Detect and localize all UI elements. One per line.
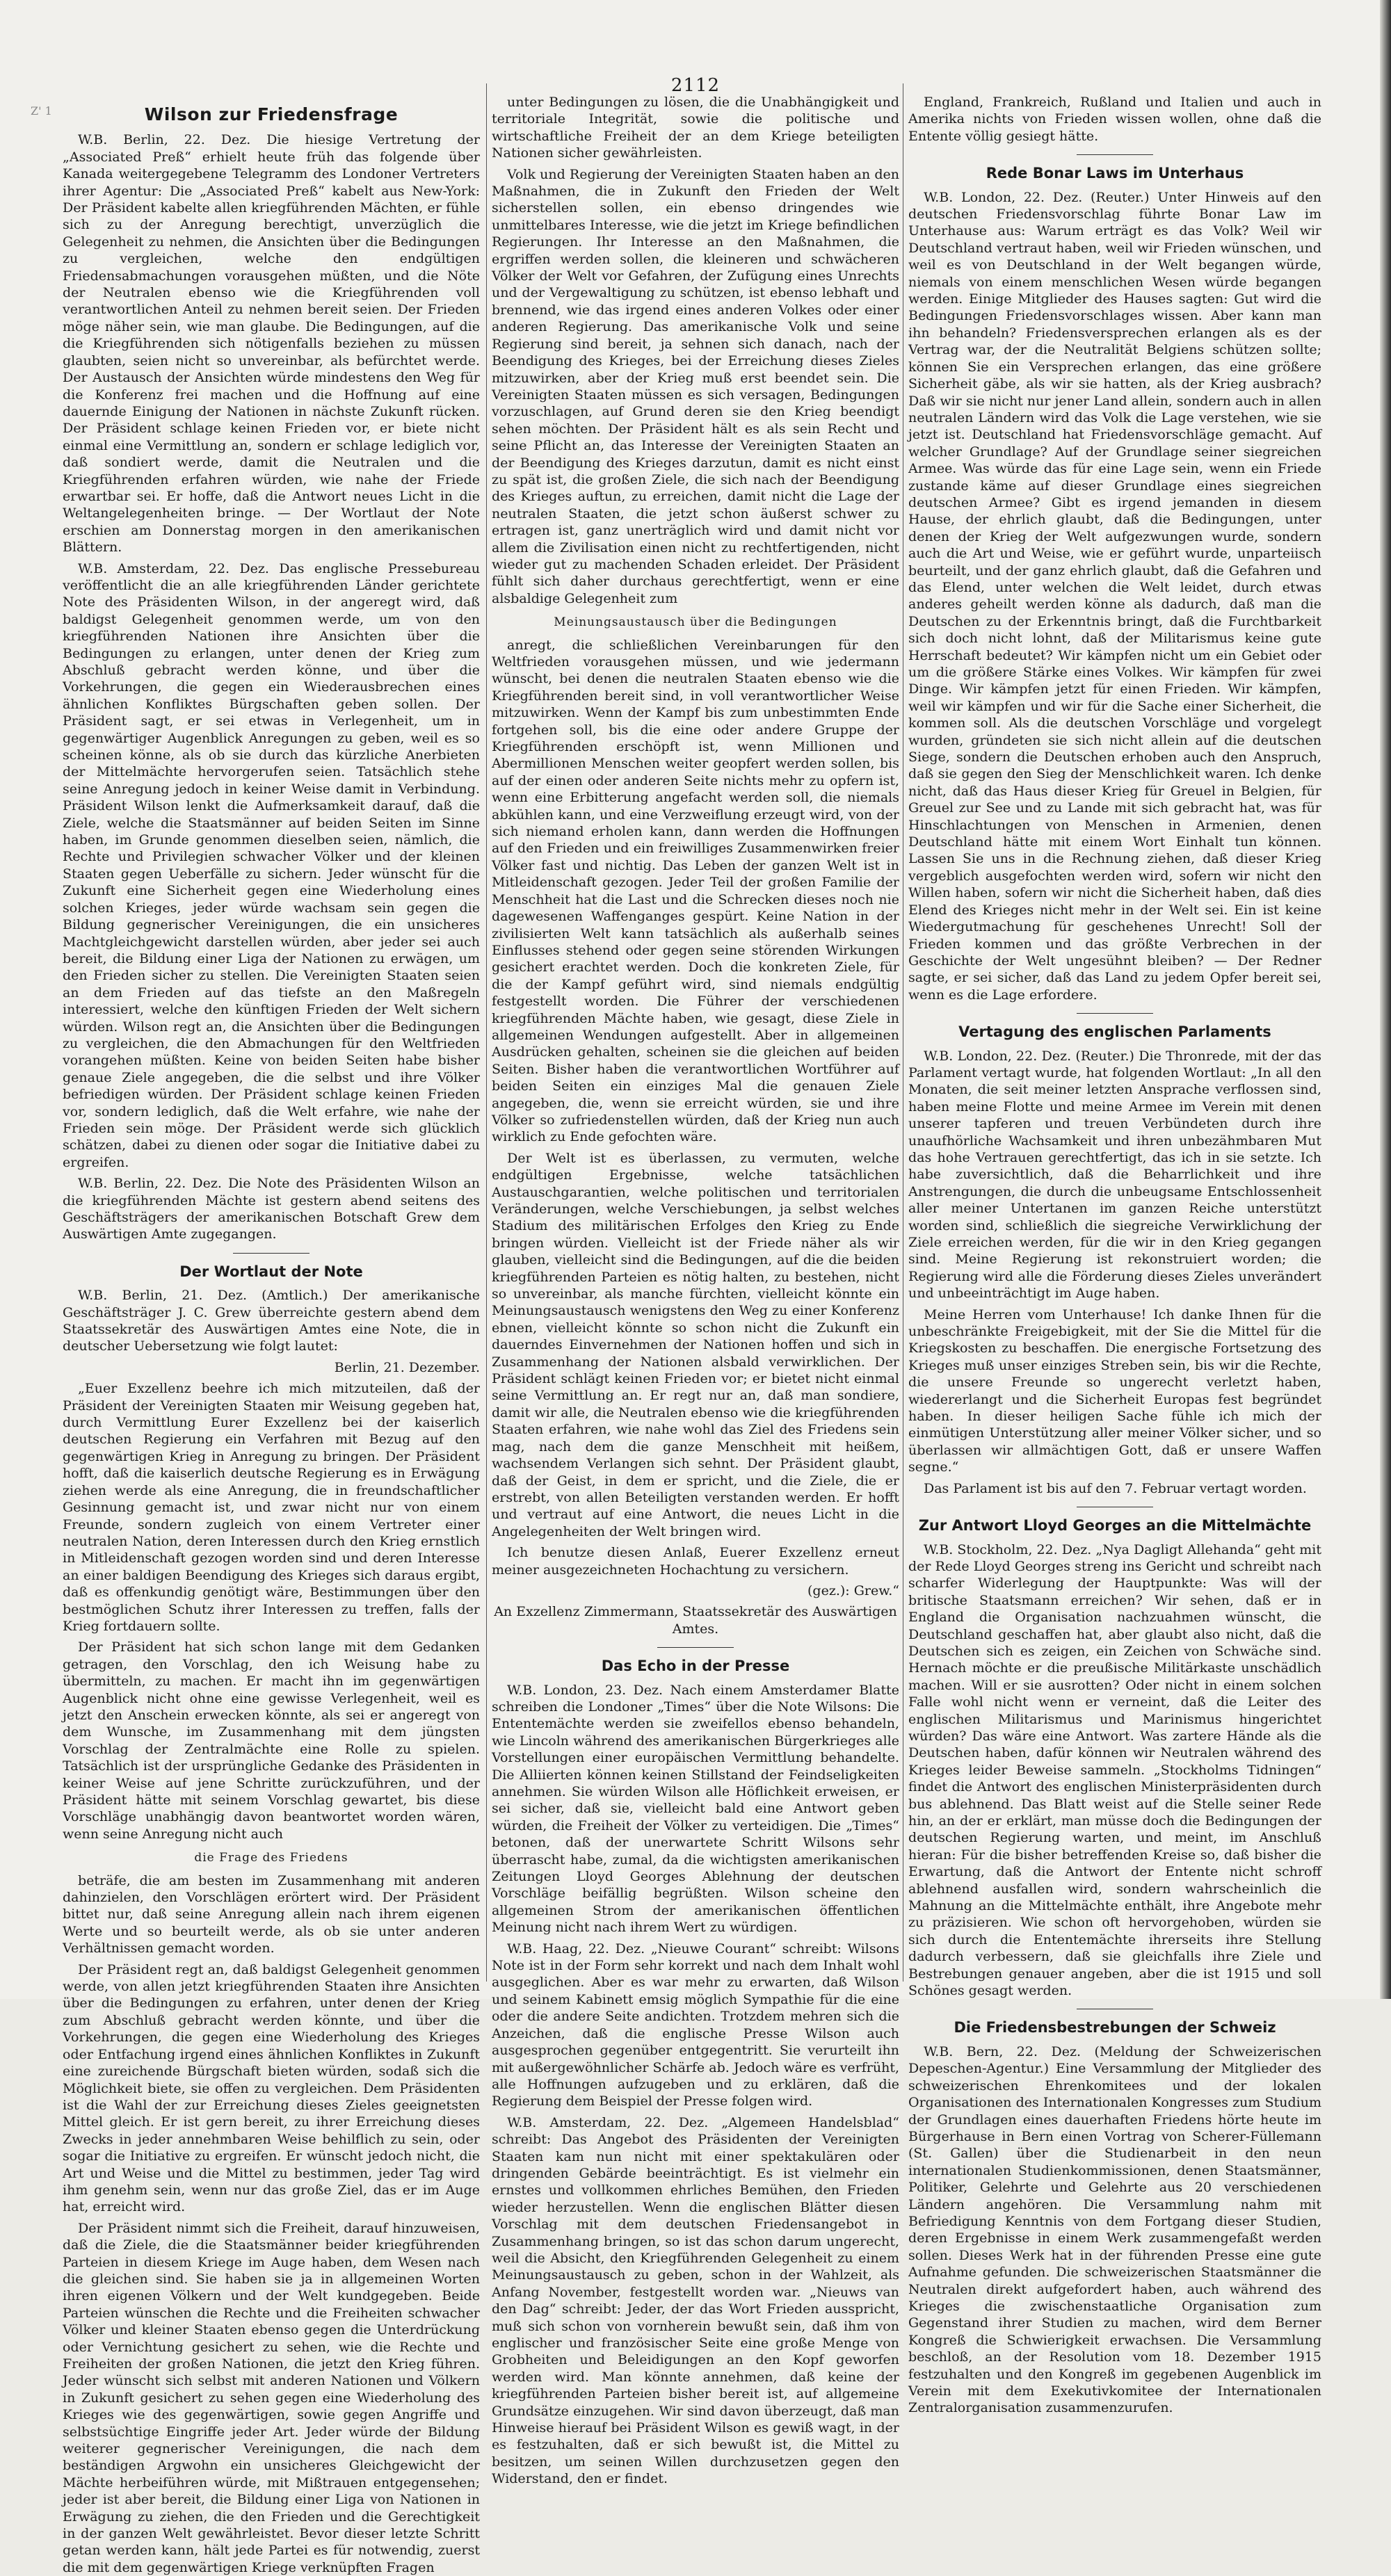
article-paragraph: England, Frankreich, Rußland und Italien und auch in Amerika nichts von Frieden wissen wollen, ohne daß die Entente völlig gesiegt hätte.	[908, 95, 1321, 144]
page-edge-shadow	[1380, 0, 1391, 1999]
article-paragraph: Der Präsident hat sich schon lange mit dem Gedanken getragen, den Vorschlag, den ich Weisung habe zu übermitteln, zu machen. Er macht ihn im gegenwärtigen Augenblick nicht ohne eine gewisse Verlegenheit, weil es jetzt den Anschein erwecken könnte, als sei er angeregt von dem Wunsche, im Zusammenhang mit dem jüngsten Vorschlag der Zentralmächte eine Rolle zu spielen. Tatsächlich ist der ursprüngliche Gedanke des Präsidenten in keiner Weise auf jene Schritte zurückzuführen, und der Präsident hätte mit seinem Vorschlag gewartet, bis diese Vorschläge unabhängig davon beantwortet worden wären, wenn seine Anregung nicht auch	[63, 1639, 480, 1842]
article-paragraph: anregt, die schließlichen Vereinbarungen für den Weltfrieden vorausgehen müssen, und wie jedermann wünscht, bei denen die neutralen Staaten ebenso wie die Kriegführenden bereit sind, in voll verantwortlicher Weise mitzuwirken. Wenn der Kampf bis zum unbestimmten Ende fortgehen soll, bis die eine oder andere Gruppe der Kriegführenden erschöpft ist, wenn Millionen und Abermillionen Menschen weiter geopfert werden sollen, bis auf der einen oder anderen Seite nichts mehr zu opfern ist, wenn eine Erbitterung angefacht werden soll, die niemals abkühlen kann, und eine Verzweiflung erzeugt wird, von der sich niemand erholen kann, dann werden die Hoffnungen auf den Frieden und ein freiwilliges Zusammenwirken freier Völker fast und nichtig. Das Leben der ganzen Welt ist in Mitleidenschaft gezogen. Jeder Teil der großen Familie der Menschheit hat die Last und die Schrecken dieses noch nie dagewesenen Waffenganges gespürt. Keine Nation in der zivilisierten Welt kann tatsächlich als außerhalb seines Einflusses stehend oder gegen seine störenden Wirkungen gesichert erachtet werden. Doch die konkreten Ziele, für die der Kampf geführt wird, sind niemals endgültig festgestellt worden. Die Führer der verschiedenen kriegführenden Mächte haben, wie gesagt, diese Ziele in allgemeinen Wendungen aufgestellt. Aber in allgemeinen Ausdrücken gehalten, scheinen sie die gleichen auf beiden Seiten. Bisher haben die verantwortlichen Wortführer auf beiden Seiten ein einziges Mal die genauen Ziele angegeben, die, wenn sie erreicht würden, sie und ihre Völker so zufriedenstellen würden, daß der Krieg nun auch wirklich zu Ende gefochten wäre.	[492, 637, 899, 1145]
section-divider	[1077, 1013, 1153, 1014]
article-paragraph: Der Welt ist es überlassen, zu vermuten, welche endgültigen Ergebnisse, welche tatsächlichen Austauschgarantien, welche politischen und territorialen Veränderungen, welche Verschiebungen, ja selbst welches Stadium des militärischen Erfolges den Krieg zu Ende bringen würden. Vielleicht ist der Friede näher als wir glauben, vielleicht sind die Bedingungen, auf die die beiden kriegführenden Parteien es nötig halten, zu bestehen, nicht so unvereinbar, als manche fürchten, vielleicht könnte ein Meinungsaustausch wenigstens den Weg zu einer Konferenz ebnen, vielleicht könnte so schon nicht die Zukunft ein dauerndes Einvernehmen der Nationen hoffen und sich in Zusammenhang der Nationen alsbald verwirklichen. Der Präsident schlägt keinen Frieden vor; er bietet nicht einmal seine Vermittlung an. Er regt nur an, daß man sondiere, damit wir alle, die Neutralen ebenso wie die kriegführenden Staaten erfahren, wie nahe wohl das Ziel des Friedens sein mag, nach dem die ganze Menschheit mit heißem, wachsendem Verlangen sich sehnt. Der Präsident glaubt, daß der Geist, in dem er spricht, und die Ziele, die er erstrebt, von allen Beteiligten verstanden werden. Er hofft und vertraut auf eine Antwort, die neues Licht in die Angelegenheiten der Welt bringen wird.	[492, 1150, 899, 1539]
column-left	[63, 94, 480, 2575]
article-paragraph: W.B. London, 23. Dez. Nach einem Amsterdamer Blatte schreiben die Londoner „Times“ über die Note Wilsons: Die Ententemächte werden sie zweifellos ebenso behandeln, wie Lincoln während des amerikanischen Bürgerkrieges alle Vorstellungen einer europäischen Vermittlung behandelte. Die Alliierten können keinen Stillstand der Feindseligkeiten annehmen. Sie würden Wilson alle Höflichkeit erweisen, er sei sicher, daß sie, vielleicht bald eine Antwort geben würden, die Freiheit der Völker zu verteidigen. Die „Times“ betonen, daß der unerwartete Schritt Wilsons sehr überrascht habe, zumal, da die wichtigsten amerikanischen Zeitungen Lloyd Georges Ablehnung der deutschen Vorschläge beifällig begrüßten. Wilson scheine den allgemeinen Strom der amerikanischen öffentlichen Meinung nicht nach ihrem Wert zu würdigen.	[492, 1682, 899, 1936]
article-paragraph: W.B. Berlin, 22. Dez. Die Note des Präsidenten Wilson an die kriegführenden Mächte ist gestern abend seitens des Geschäftsträgers der amerikanischen Botschaft Grew dem Auswärtigen Amte zugegangen.	[63, 1176, 480, 1242]
article-paragraph: W.B. Berlin, 21. Dez. (Amtlich.) Der amerikanische Geschäftsträger J. C. Grew überreichte gestern abend dem Staatssekretär des Auswärtigen Amtes eine Note, die in deutscher Uebersetzung wie folgt lautet:	[63, 1288, 480, 1354]
article-paragraph: Meine Herren vom Unterhause! Ich danke Ihnen für die unbeschränkte Freigebigkeit, mit der Sie die Mittel für die Kriegskosten zu beschaffen. Die energische Fortsetzung des Krieges muß unser einziges Streben sein, bis wir die Rechte, die unsere Freunde so ungerecht verletzt haben, wiedererlangt und die Sicherheit Europas fest begründet haben. In dieser heiligen Sache fühle ich mich der einmütigen Unterstützung aller meiner Völker sicher, und so überlassen wir allmächtigen Gott, daß er unsere Waffen segne.“	[908, 1306, 1321, 1475]
page-number: 2112	[670, 75, 721, 96]
section-headline: Zur Antwort Lloyd Georges an die Mittelmächte	[918, 1517, 1312, 1534]
column-divider	[486, 83, 487, 1982]
margin-mark: Z' 1	[31, 104, 52, 118]
article-paragraph: W.B. Haag, 22. Dez. „Nieuwe Courant“ schreibt: Wilsons Note ist in der Form sehr korrekt und nach dem Inhalt wohl ausgeglichen. Aber es war mehr zu erwarten, daß Wilson und seinem Kabinett emsig möglich Sympathie für die eine oder die andere Seite andichten. Trotzdem mehren sich die Anzeichen, daß die englische Presse Wilson auch ausgesprochen gegenüber entgegentritt. Sie verurteilt ihn mit außergewöhnlicher Schärfe ab. Jedoch wäre es verfrüht, alle Hoffnungen aufzugeben und zu erklären, daß die Regierung dem Beispiel der Presse folgen wird.	[492, 1941, 899, 2109]
section-headline: Der Wortlaut der Note	[179, 1263, 363, 1280]
subheading: Meinungsaustausch über die Bedingungen	[554, 615, 837, 630]
signature: (gez.): Grew.“	[807, 1582, 899, 1598]
article-headline: Wilson zur Friedensfrage	[144, 104, 399, 124]
addressee: An Exzellenz Zimmermann, Staatssekretär des Auswärtigen Amtes.	[494, 1604, 897, 1637]
article-paragraph: W.B. Amsterdam, 22. Dez. Das englische Pressebureau veröffentlicht die an alle kriegführenden Länder gerichtete Note des Präsidenten Wilson, in der angeregt wird, daß baldigst Gelegenheit genommen werde, um von den kriegführenden Nationen ihre Ansichten über die Bedingungen zu erlangen, unter denen der Krieg zum Abschluß gebracht werden könne, und über die Vorkehrungen, die gegen ein Wiederausbrechen eines ähnlichen Konfliktes Bürgschaften geben sollen. Der Präsident sagt, er sei etwas in Verlegenheit, um in gegenwärtiger Augenblick Anregungen zu geben, weil es so scheinen könne, als ob sie durch das kürzliche Anerbieten der Mittelmächte hervorgerufen seien. Tatsächlich stehe seine Anregung jedoch in keiner Weise damit in Verbindung. Präsident Wilson lenkt die Aufmerksamkeit darauf, daß die Ziele, welche die Staatsmänner auf beiden Seiten im Sinne haben, im Grunde genommen dieselben seien, nämlich, die Rechte und Privilegien schwacher Völker und der kleinen Staaten gegen Ueberfälle zu sichern. Jeder wünscht für die Zukunft eine Sicherheit gegen eine Wiederholung eines solchen Krieges, jeder würde wachsam sein gegen die Bildung gegnerischer Vereinigungen, die ein unsicheres Machtgleichgewicht darstellen würden, aber jeder sei auch bereit, die Bildung einer Liga der Nationen zu erwägen, um den Frieden sicher zu stellen. Die Vereinigten Staaten seien an dem Frieden auf das tiefste an den Maßregeln interessiert, welche den künftigen Frieden der Welt sichern würden. Wilson regt an, die Ansichten über die Bedingungen zu vergleichen, die den Abmachungen für den Weltfrieden vorangehen müßten. Keine von beiden Seiten habe bisher genaue Ziele angegeben, die die selbst und ihre Völker befriedigen würden. Der Präsident schlage keinen Frieden vor, sondern lediglich, daß die Welt erfahre, wie nahe der Frieden sein möge. Der Präsident werde sich glücklich schätzen, dabei zu dienen oder sogar die Initiative dabei zu ergreifen.	[63, 560, 480, 1170]
article-paragraph: W.B. Berlin, 22. Dez. Die hiesige Vertretung der „Associated Preß“ erhielt heute früh das folgende über Kanada weitergegebene Telegramm des Londoner Vertreters ihrer Agentur: Die „Associated Preß“ kabelt aus New-York: Der Präsident kabelte allen kriegführenden Mächten, er fühle sich zu der Anregung berechtigt, unverzüglich die Gelegenheit zu nehmen, die Ansichten über die Bedingungen zu vergleichen, welche den endgültigen Friedensabmachungen vorausgehen müßten, und die Nöte der Neutralen ebenso wie die Kriegführenden voll verantwortlichen Anteil zu nehmen bereit seien. Der Frieden möge näher sein, wie man glaube. Die Bedingungen, auf die die Kriegführenden sich nötigenfalls beziehen zu müssen glaubten, seien nicht so unvereinbar, als befürchtet werde. Der Austausch der Ansichten würde mindestens den Weg für die Konferenz frei machen und die Hoffnung auf eine dauernde Einigung der Nationen in nächste Zukunft rücken. Der Präsident schlage keinen Frieden vor, er biete nicht einmal eine Vermittlung an, sondern er schlage lediglich vor, daß sondiert werde, damit die Neutralen und die Kriegführenden erfahren würden, wie nahe der Friede erwartbar sei. Er hoffe, daß die Antwort neues Licht in die Weltangelegenheiten bringe. — Der Wortlaut der Note erschien am Donnerstag morgen in den amerikanischen Blättern.	[63, 132, 480, 556]
article-paragraph: W.B. Amsterdam, 22. Dez. „Algemeen Handelsblad“ schreibt: Das Angebot des Präsidenten der Vereinigten Staaten kam nun nicht mit einer spektakulären oder dringenden Gebärde beeinträchtigt. Es ist vielmehr ein ernstes und vollkommen ehrliches Bemühen, den Frieden wieder herzustellen. Wenn die englischen Blätter diesen Vorschlag mit dem deutschen Friedensangebot in Zusammenhang bringen, so ist das schon darum ungerecht, weil die Absicht, den Kriegführenden Gelegenheit zu einem Meinungsaustausch zu geben, schon in der Wahlzeit, als Anfang November, festgestellt worden war. „Nieuws van den Dag“ schreibt: Jeder, der das Wort Frieden ausspricht, muß sich schon von vornherein bewußt sein, daß ihm von englischer und französischer Seite eine große Menge von Grobheiten und Beleidigungen an den Kopf geworfen werden wird. Man könnte annehmen, daß keine der kriegführenden Parteien bisher bereit ist, auf allgemeine Grundsätze einzugehen. Wir sind davon überzeugt, daß man Hinweise hierauf bei Präsident Wilson es gewiß wagt, in der es festzuhalten, daß er sich bewußt ist, die Mittel zu besitzen, um seinen Willen durchzusetzen gegen den Widerstand, den er findet.	[492, 2114, 899, 2487]
article-paragraph: unter Bedingungen zu lösen, die die Unabhängigkeit und territoriale Integrität, sowie die politische und wirtschaftliche Freiheit der an dem Kriege beteiligten Nationen sicher gewährleisten.	[492, 95, 899, 161]
article-paragraph: W.B. Bern, 22. Dez. (Meldung der Schweizerischen Depeschen-Agentur.) Eine Versammlung der Mitglieder des schweizerischen Ehrenkomitees und der lokalen Organisationen des Internationalen Kongresses zum Studium der Grundlagen eines dauerhaften Friedens hörte heute im Bürgerhause in Bern einen Vortrag von Scherer-Füllemann (St. Gallen) über die Studienarbeit in den neun internationalen Studienkommissionen, denen Staatsmänner, Politiker, Gelehrte und Gelehrte aus 20 verschiedenen Ländern angehören. Die Versammlung nahm mit Befriedigung Kenntnis von dem Fortgang dieser Studien, deren Ergebnisse in einem Werk zusammengefaßt werden sollen. Dieses Werk hat in der führenden Presse eine gute Aufnahme gefunden. Die schweizerischen Staatsmänner die Neutralen direkt aufgefordert haben, auch während des Krieges die zwischenstaatliche Organisation zum Gegenstand ihrer Studien zu machen, wird dem Berner Kongreß die Schwierigkeit erwachsen. Die Versammlung beschloß, an der Resolution vom 18. Dezember 1915 festzuhalten und den Kongreß im gegebenen Augenblick im Verein mit dem Exekutivkomitee der Internationalen Zentralorganisation zusammenzurufen.	[908, 2043, 1321, 2416]
article-paragraph: Der Präsident regt an, daß baldigst Gelegenheit genommen werde, von allen jetzt kriegführenden Staaten ihre Ansichten über die Bedingungen zu erfahren, unter denen der Krieg zum Abschluß gebracht werden könnte, und über die Vorkehrungen, die gegen eine Wiederholung des Krieges oder Entfachung irgend eines ähnlichen Konfliktes in Zukunft eine zureichende Bürgschaft bieten würden, sodaß sich die Möglichkeit biete, sie offen zu vergleichen. Dem Präsidenten ist die Wahl der zur Erreichung dieses Zieles geeignetsten Mittel gleich. Er ist gern bereit, zu ihrer Erreichung dieses Zwecks in jeder annehmbaren Weise behilflich zu sein, oder sogar die Initiative zu ergreifen. Er wünscht jedoch nicht, die Art und Weise und die Mittel zu bestimmen, jeder Tag wird ihm genehm sein, wenn nur das große Ziel, das er im Auge hat, erreicht wird.	[63, 1961, 480, 2215]
column-middle	[492, 94, 899, 2487]
article-paragraph: Das Parlament ist bis auf den 7. Februar vertagt worden.	[924, 1480, 1307, 1496]
section-divider	[233, 1253, 309, 1254]
section-headline: Das Echo in der Presse	[601, 1658, 790, 1675]
article-paragraph: W.B. Stockholm, 22. Dez. „Nya Dagligt Allehanda“ geht mit der Rede Lloyd Georges streng ins Gericht und schreibt nach scharfer Widerlegung der Hauptpunkte: Was will der britische Staatsmann erreichen? Wir sehen, daß er in England die Organisation nachzuahmen wünscht, die Deutschland geschaffen hat, aber glaubt also nicht, daß die Deutschen sich es zeigen, ein Zeichen von Schwäche sind. Hernach möchte er die preußische Militärkaste unschädlich machen. Will er sie ausrotten? Oder nicht in einem solchen Falle wohl nicht wenn er verneint, daß die Leiter des englischen Militarismus und Marinismus hingerichtet würden? Das wäre eine Antwort. Was zartere Hände als die Deutschen haben, dafür können wir Neutralen während des Krieges leider Beweise sammeln. „Stockholms Tidningen“ findet die Antwort des englischen Ministerpräsidenten durch bus ablehnend. Das Blatt weist auf die Stelle seiner Rede hin, an der er erklärt, man müsse doch die Bedingungen der deutschen Regierung warten, und meint, im Anschluß hieran: Für die bisher betreffenden Kreise so, daß bisher die Erwartung, daß die Antwort der Entente nicht schroff ablehnend ausfallen wird, sondern wahrscheinlich die Mahnung an die Mittelmächte enthält, ihre Angebote mehr zu präzisieren. Wie schon oft hervorgehoben, würden sie sich durch die Ententemächte ihrerseits ihre Stellung dadurch verbessern, daß sie gleichfalls ihre Ziele und Bestrebungen genauer angeben, aber die ist 1915 und soll Schönes gesagt werden.	[908, 1541, 1321, 1999]
article-paragraph: Ich benutze diesen Anlaß, Euerer Exzellenz erneut meiner ausgezeichneten Hochachtung zu versichern.	[492, 1545, 899, 1578]
article-paragraph: „Euer Exzellenz beehre ich mich mitzuteilen, daß der Präsident der Vereinigten Staaten mir Weisung gegeben hat, durch Vermittlung Eurer Exzellenz bei der kaiserlich deutschen Regierung ein Verfahren mit Bezug auf den gegenwärtigen Krieg in Anregung zu bringen. Der Präsident hofft, daß die kaiserlich deutsche Regierung es in Erwägung ziehen werde als eine Anregung, die in freundschaftlicher Gesinnung gemacht ist, und zwar nicht nur von einem Freunde, sondern zugleich von einem Vertreter einer neutralen Nation, deren Interessen durch den Krieg ernstlich in Mitleidenschaft gezogen worden sind und deren Interesse an einer baldigen Beendigung des Krieges sich daraus ergibt, daß es offenkundig genötigt wäre, Bestimmungen über den bestmöglichen Schutz ihrer Interessen zu treffen, falls der Krieg fortdauern sollte.	[63, 1381, 480, 1634]
section-headline: Die Friedensbestrebungen der Schweiz	[954, 2019, 1276, 2036]
dateline: Berlin, 21. Dezember.	[334, 1359, 480, 1375]
article-paragraph: W.B. London, 22. Dez. (Reuter.) Die Thronrede, mit der das Parlament vertagt wurde, hat folgenden Wortlaut: „In all den Monaten, die seit meiner letzten Ansprache verflossen sind, haben meine Flotte und meine Armee im Verein mit denen unserer tapferen und treuen Verbündeten durch ihre unaufhörliche Wachsamkeit und ihren unbezähmbaren Mut das hohe Vertrauen gerechtfertigt, das ich in sie setzte. Ich habe zuversichtlich, daß die Beharrlichkeit und ihre Anstrengungen, die durch die unbeugsame Entschlossenheit aller meiner Untertanen im ganzen Reiche unterstützt worden sind, schließlich die siegreiche Verwirklichung der Ziele erreichen werden, für die wir in den Krieg gegangen sind. Meine Regierung ist rekonstruiert worden; die Regierung wird alle die Förderung dieses Zieles unverändert und unbeeinträchtigt im Auge haben.	[908, 1048, 1321, 1302]
section-divider	[1077, 154, 1153, 155]
article-paragraph: Volk und Regierung der Vereinigten Staaten haben an den Maßnahmen, die in Zukunft den Frieden der Welt sicherstellen sollen, ein ebenso dringendes wie unmittelbares Interesse, wie die jetzt im Kriege befindlichen Regierungen. Ihr Interesse an den Maßnahmen, die ergriffen werden sollen, die kleineren und schwächeren Völker der Welt vor Gefahren, der Zufügung eines Unrechts und der Vergewaltigung zu schützen, ist ebenso lebhaft und brennend, wie das irgend eines anderen Volkes oder einer anderen Regierung. Das amerikanische Volk und seine Regierung sind bereit, ja sehnen sich danach, nach der Beendigung des Krieges, bei der Erreichung dieses Zieles mitzuwirken, aber der Krieg muß erst beendet sein. Die Vereinigten Staaten müssen es sich versagen, Bedingungen vorzuschlagen, auf Grund deren sie den Krieg beendigt sehen möchten. Der Präsident hält es als sein Recht und seine Pflicht an, das Interesse der Vereinigten Staaten an der Beendigung des Krieges darzutun, damit es nicht einst zu spät ist, die großen Ziele, die sich nach der Beendigung des Krieges auftun, zu erreichen, damit nicht die Lage der neutralen Staaten, die jetzt schon äußerst schwer zu ertragen ist, ganz unerträglich wird und damit nicht vor allem die Zivilisation einen nicht zu rechtfertigenden, nicht wieder gut zu machenden Schaden erleidet. Der Präsident fühlt sich daher durchaus gerechtfertigt, wenn er eine alsbaldige Gelegenheit zum	[492, 166, 899, 606]
article-paragraph: W.B. London, 22. Dez. (Reuter.) Unter Hinweis auf den deutschen Friedensvorschlag führte Bonar Law im Unterhause aus: Warum erträgt es das Volk? Weil wir Deutschland vertraut haben, weil wir Frieden wünschen, und weil es von Deutschland in der Welt begangen würde, niemals von einem menschlichen Wesen würde begangen werden. Einige Mitglieder des Hauses sagten: Gut wird die Bedingungen Friedensvorschlages wissen. Aber kann man ihn behandeln? Friedensversprechen erlangen als es der Vertrag war, der die Neutralität Belgiens schützen sollte; können Sie ein Versprechen erlangen, das eine größere Sicherheit gäbe, als wir sie hatten, als der Krieg ausbrach? Daß wir sie nicht nur jener Land allein, sondern auch in allen neutralen Ländern wird das Volk die Lage verstehen, wie sie jetzt ist. Deutschland hat Friedensvorschläge gemacht. Auf welcher Grundlage? Auf der Grundlage seiner siegreichen Armee. Was würde das für eine Lage sein, wenn ein Friede zustande käme auf dieser Grundlage eines siegreichen deutschen Armee? Gibt es irgend jemanden in diesem Hause, der ehrlich glaubt, daß die Bedingungen, unter denen der Krieg der Welt aufgezwungen wurde, sondern auch die Art und Weise, wie er geführt wurde, unparteiisch beurteilt, und der ganz ehrlich glaubt, daß die Gefahren und das Elend, unter welchen die Welt leidet, durch etwas anderes geheilt werden könne als dadurch, daß man die Deutschen zu der Erkenntnis bringt, daß die Furchtbarkeit sich doch nicht lohnt, daß der Militarismus keine gute Herrschaft bedeutet? Wir kämpfen nicht um ein Gebiet oder um die größere Stärke eines Volkes. Wir kämpfen für zwei Dinge. Wir kämpfen jetzt für einen Frieden. Wir kämpfen, weil wir kämpfen und wir für die Sache einer Sicherheit, die kommen soll. Als die deutschen Vorschläge und vorgelegt wurden, gründeten sie sich nicht allein auf die deutschen Siege, sondern die Deutschen erhoben auch den Anspruch, daß sie gegen den Sieg der Menschlichkeit waren. Ich denke nicht, daß das Haus dieser Krieg für Greuel in Belgien, für Greuel zur See und zu Lande mit sich gebracht hat, was für Hinschlachtungen von Menschen in Armenien, denen Deutschland hätte mit einem Wort Einhalt tun können. Lassen Sie uns in die Rechnung ziehen, daß dieser Krieg vergeblich ausgefochten werden wird, sofern wir nicht den Willen haben, sofern wir nicht die Sicherheit haben, daß dies Elend des Krieges nicht mehr in der Welt sei. Ein ist keine Wiedergutmachung für geschehenes Unrecht! Soll der Frieden kommen und das größte Verbrechen in der Geschichte der Welt ungesühnt bleiben? — Der Redner sagte, er sei sicher, daß das Land zu jedem Opfer bereit sei, wenn es die Lage erfordere.	[908, 189, 1321, 1003]
column-right	[908, 94, 1321, 2416]
article-paragraph: Der Präsident nimmt sich die Freiheit, darauf hinzuweisen, daß die Ziele, die die Staatsmänner beider kriegführenden Parteien in diesem Kriege im Auge haben, dem Wesen nach die gleichen sind. Sie haben sie ja in allgemeinen Worten ihren eigenen Völkern und der Welt kundgegeben. Beide Parteien wünschen die Rechte und die Freiheiten schwacher Völker und kleiner Staaten ebenso gegen die Unterdrückung oder Vernichtung gesichert zu sehen, wie die Rechte und Freiheiten der großen Nationen, die jetzt den Krieg führen. Jeder wünscht sich selbst mit anderen Nationen und Völkern in Zukunft gesichert zu sehen gegen eine Wiederholung des Krieges wie des gegenwärtigen, sowie gegen Angriffe und selbstsüchtige Eingriffe jeder Art. Jeder würde der Bildung weiterer gegnerischer Vereinigungen, die nach dem beständigen Argwohn ein unsicheres Gleichgewicht der Mächte herbeiführen würde, mit Mißtrauen entgegensehen; jeder ist aber bereit, die Bildung einer Liga von Nationen in Erwägung zu ziehen, die den Frieden und die Gerechtigkeit in der ganzen Welt gewährleistet. Bevor dieser letzte Schritt getan werden kann, hält jede Partei es für notwendig, zuerst die mit dem gegenwärtigen Kriege verknüpften Fragen	[63, 2220, 480, 2575]
section-headline: Vertagung des englischen Parlaments	[958, 1023, 1271, 1041]
subheading: die Frage des Friedens	[194, 1851, 348, 1865]
article-paragraph: beträfe, die am besten im Zusammenhang mit anderen dahinzielen, den Vorschlägen erörtert wird. Der Präsident bittet nur, daß seine Anregung allein nach ihrem eigenen Werte und so beurteilt werde, als ob sie unter anderen Verhältnissen gemacht worden.	[63, 1872, 480, 1957]
section-divider	[657, 1647, 734, 1648]
section-headline: Rede Bonar Laws im Unterhaus	[986, 165, 1244, 182]
